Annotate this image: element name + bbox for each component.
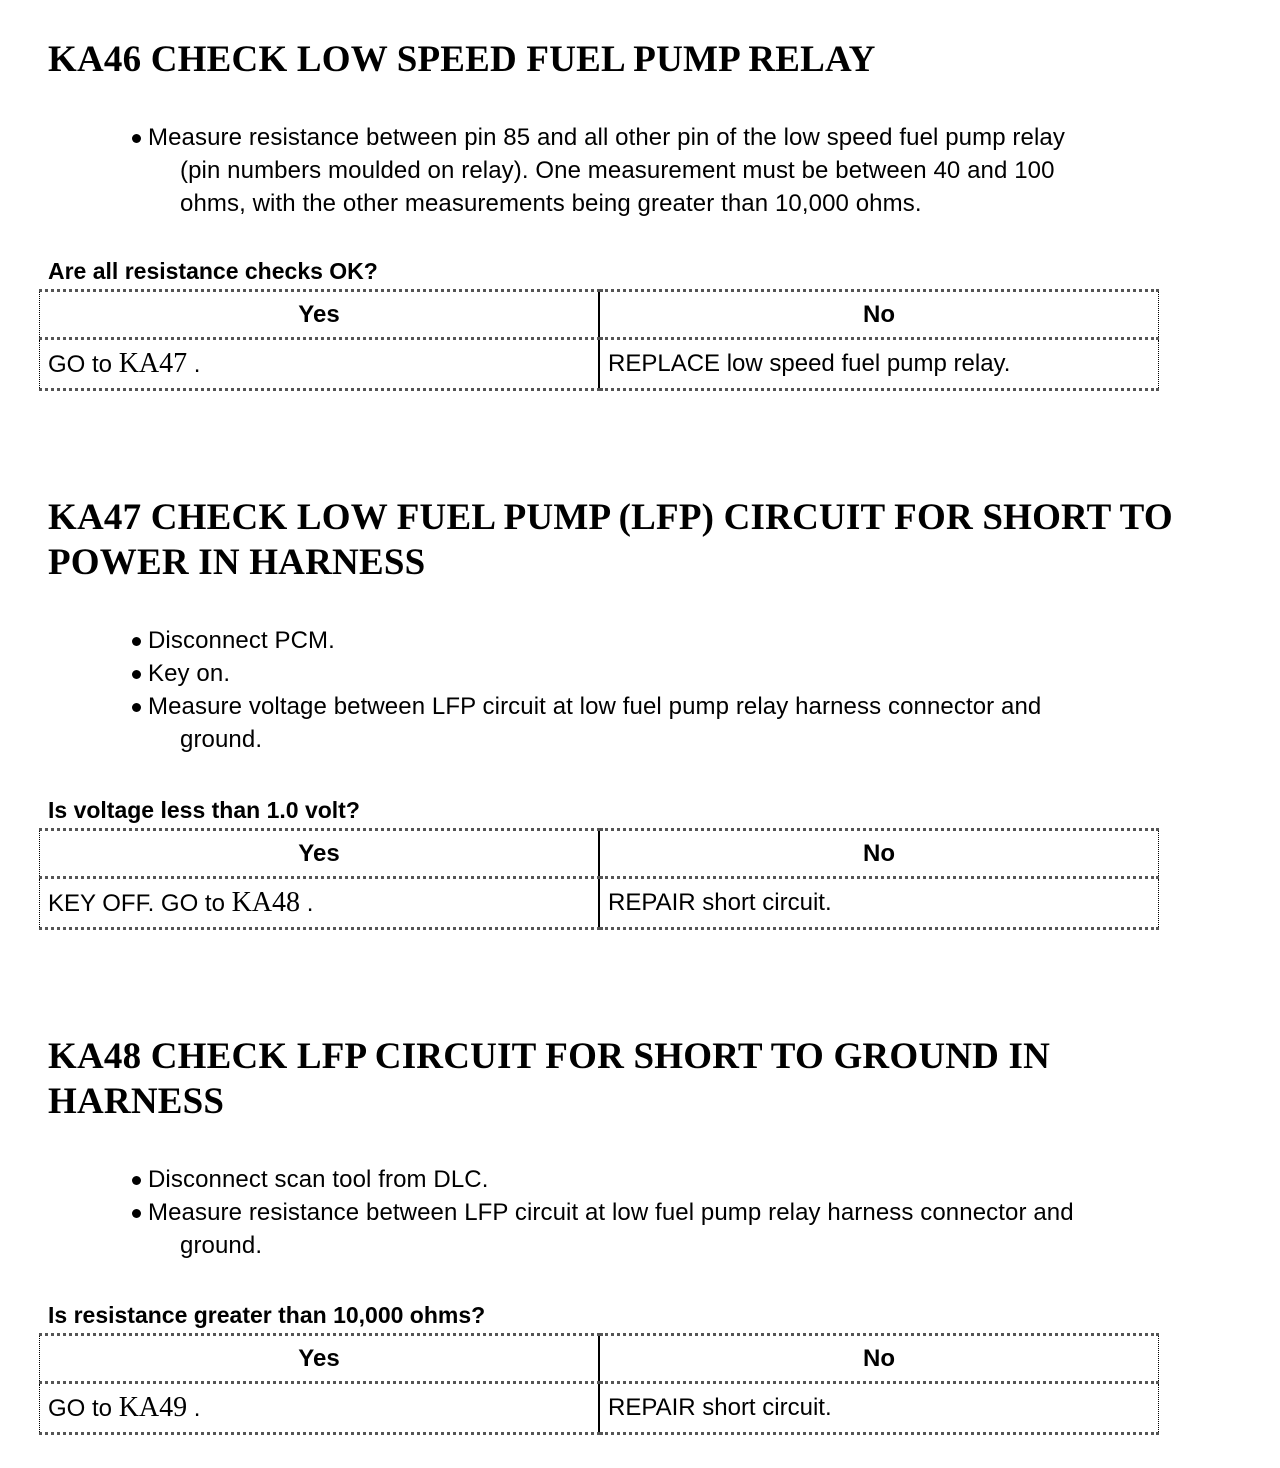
instruction-list bbox=[130, 624, 1041, 756]
heading-line: KA48 CHECK LFP CIRCUIT FOR SHORT TO GROUND IN bbox=[48, 1036, 1051, 1077]
instruction-list bbox=[130, 1163, 1074, 1262]
no-action-cell: REPAIR short circuit. bbox=[599, 1383, 1159, 1434]
table-row bbox=[40, 878, 1159, 929]
decision-table bbox=[39, 828, 1159, 930]
bullet-icon bbox=[132, 1176, 141, 1185]
heading-line: HARNESS bbox=[48, 1081, 225, 1122]
no-action-cell: REPLACE low speed fuel pump relay. bbox=[599, 339, 1159, 390]
table-header-row bbox=[40, 291, 1159, 339]
yes-action-cell: GO to KA49 . bbox=[40, 1383, 600, 1434]
header-yes: Yes bbox=[40, 291, 600, 339]
instruction-item: Disconnect PCM. bbox=[130, 624, 1041, 657]
header-no: No bbox=[599, 830, 1159, 878]
header-no: No bbox=[599, 1335, 1159, 1383]
instruction-item: Measure resistance between pin 85 and all other pin of the low speed fuel pump relay (pin numbers moulded on relay). One measurement must be between 40 and 100 ohms, with the other measurements being greater than 10,000 ohms. bbox=[130, 121, 1065, 220]
instruction-item: Key on. bbox=[130, 657, 1041, 690]
yes-action-cell: KEY OFF. GO to KA48 . bbox=[40, 878, 600, 929]
decision-question: Is resistance greater than 10,000 ohms? bbox=[48, 1302, 486, 1328]
decision-table bbox=[39, 289, 1159, 391]
step-heading bbox=[48, 495, 1173, 585]
instruction-item: Measure resistance between LFP circuit at low fuel pump relay harness connector and ground. bbox=[130, 1196, 1074, 1262]
table-row bbox=[40, 1383, 1159, 1434]
decision-question: Are all resistance checks OK? bbox=[48, 258, 378, 284]
go-to-ka47-link[interactable]: KA47 bbox=[118, 348, 188, 379]
header-no: No bbox=[599, 291, 1159, 339]
decision-question: Is voltage less than 1.0 volt? bbox=[48, 797, 360, 823]
heading-line: POWER IN HARNESS bbox=[48, 542, 426, 583]
decision-table bbox=[39, 1333, 1159, 1435]
no-action-cell: REPAIR short circuit. bbox=[599, 878, 1159, 929]
instruction-item: Disconnect scan tool from DLC. bbox=[130, 1163, 1074, 1196]
bullet-icon bbox=[132, 637, 141, 646]
go-to-ka48-link[interactable]: KA48 bbox=[231, 887, 301, 918]
bullet-icon bbox=[132, 670, 141, 679]
step-heading bbox=[48, 1034, 1050, 1124]
bullet-icon bbox=[132, 703, 141, 712]
header-yes: Yes bbox=[40, 830, 600, 878]
instruction-list bbox=[130, 121, 1065, 220]
bullet-icon bbox=[132, 134, 141, 143]
table-row bbox=[40, 339, 1159, 390]
heading-line: KA46 CHECK LOW SPEED FUEL PUMP RELAY bbox=[48, 39, 876, 80]
yes-action-cell: GO to KA47 . bbox=[40, 339, 600, 390]
bullet-icon bbox=[132, 1209, 141, 1218]
heading-line: KA47 CHECK LOW FUEL PUMP (LFP) CIRCUIT FOR SHORT TO bbox=[48, 497, 1173, 538]
step-heading bbox=[48, 37, 876, 82]
table-header-row bbox=[40, 830, 1159, 878]
go-to-ka49-link[interactable]: KA49 bbox=[118, 1392, 188, 1423]
instruction-item: Measure voltage between LFP circuit at low fuel pump relay harness connector and ground. bbox=[130, 690, 1041, 756]
header-yes: Yes bbox=[40, 1335, 600, 1383]
table-header-row bbox=[40, 1335, 1159, 1383]
